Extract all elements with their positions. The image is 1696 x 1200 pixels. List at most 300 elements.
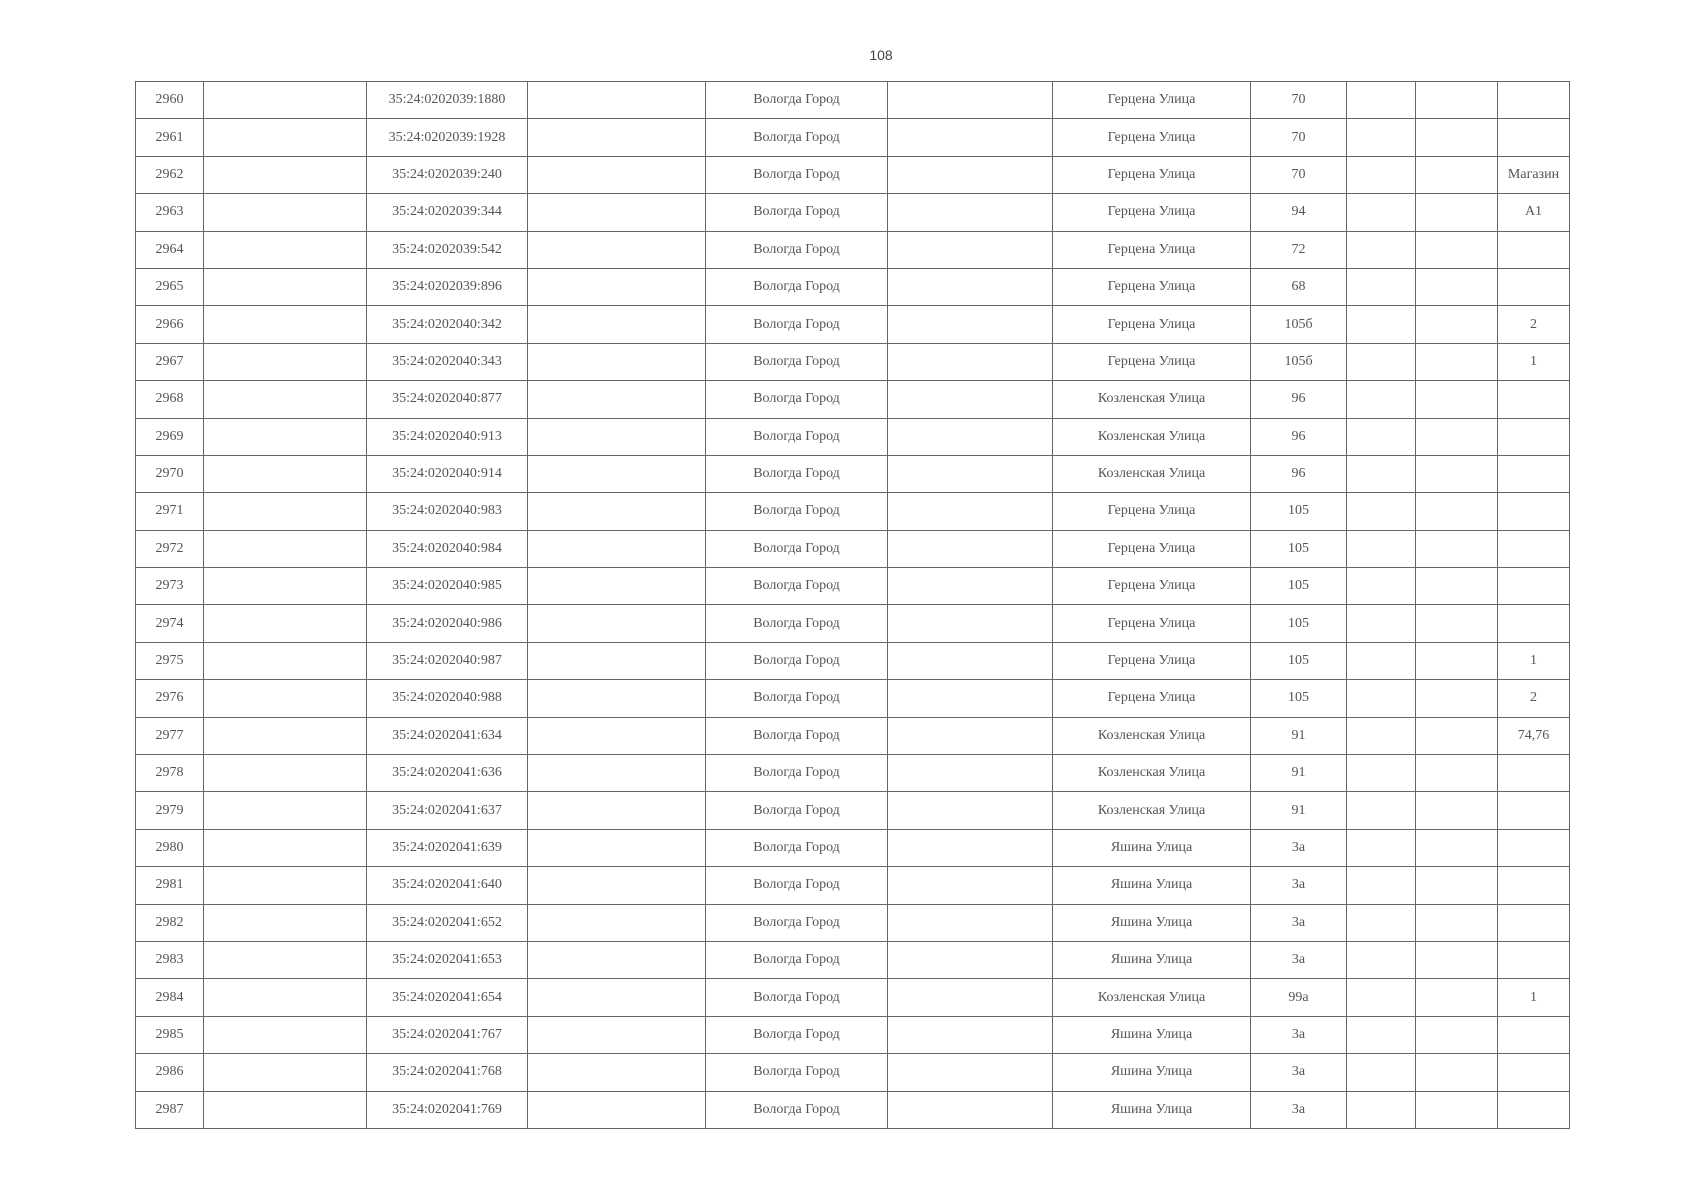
house-number-cell: 105: [1251, 493, 1347, 530]
city-cell: Вологда Город: [706, 194, 888, 231]
premises-note-cell: [1498, 1016, 1570, 1053]
table-row: [136, 979, 1570, 1016]
empty-cell: [888, 717, 1053, 754]
empty-cell: [888, 455, 1053, 492]
empty-cell: [528, 904, 706, 941]
house-number-cell: 105: [1251, 568, 1347, 605]
empty-cell: [528, 194, 706, 231]
row-number-cell: 2962: [136, 156, 204, 193]
empty-cell: [528, 306, 706, 343]
empty-cell: [204, 979, 367, 1016]
empty-cell: [888, 904, 1053, 941]
premises-note-cell: 2: [1498, 306, 1570, 343]
street-cell: Герцена Улица: [1053, 119, 1251, 156]
premises-note-cell: [1498, 568, 1570, 605]
premises-note-cell: [1498, 231, 1570, 268]
cadastral-number-cell: 35:24:0202041:634: [367, 717, 528, 754]
empty-cell: [888, 755, 1053, 792]
table-row: [136, 717, 1570, 754]
empty-cell: [1347, 755, 1416, 792]
premises-note-cell: [1498, 829, 1570, 866]
premises-note-cell: [1498, 755, 1570, 792]
row-number-cell: 2980: [136, 829, 204, 866]
empty-cell: [1347, 119, 1416, 156]
empty-cell: [1347, 455, 1416, 492]
street-cell: Козленская Улица: [1053, 755, 1251, 792]
empty-cell: [528, 268, 706, 305]
table-row: [136, 306, 1570, 343]
empty-cell: [1416, 680, 1498, 717]
empty-cell: [888, 381, 1053, 418]
table-row: [136, 381, 1570, 418]
empty-cell: [528, 1016, 706, 1053]
row-number-cell: 2966: [136, 306, 204, 343]
city-cell: Вологда Город: [706, 642, 888, 679]
empty-cell: [1347, 717, 1416, 754]
empty-cell: [528, 418, 706, 455]
street-cell: Герцена Улица: [1053, 268, 1251, 305]
page-number: 108: [869, 47, 893, 63]
street-cell: Герцена Улица: [1053, 530, 1251, 567]
cadastral-number-cell: 35:24:0202039:1928: [367, 119, 528, 156]
empty-cell: [1416, 755, 1498, 792]
premises-note-cell: 74,76: [1498, 717, 1570, 754]
city-cell: Вологда Город: [706, 381, 888, 418]
empty-cell: [1347, 268, 1416, 305]
cadastral-number-cell: 35:24:0202041:652: [367, 904, 528, 941]
city-cell: Вологда Город: [706, 530, 888, 567]
empty-cell: [888, 829, 1053, 866]
cadastral-number-cell: 35:24:0202041:654: [367, 979, 528, 1016]
empty-cell: [1347, 568, 1416, 605]
city-cell: Вологда Город: [706, 1016, 888, 1053]
empty-cell: [528, 82, 706, 119]
row-number-cell: 2965: [136, 268, 204, 305]
empty-cell: [888, 1054, 1053, 1091]
house-number-cell: 3а: [1251, 1054, 1347, 1091]
cadastral-number-cell: 35:24:0202039:344: [367, 194, 528, 231]
house-number-cell: 91: [1251, 792, 1347, 829]
empty-cell: [528, 493, 706, 530]
row-number-cell: 2971: [136, 493, 204, 530]
city-cell: Вологда Город: [706, 156, 888, 193]
premises-note-cell: [1498, 530, 1570, 567]
house-number-cell: 105б: [1251, 343, 1347, 380]
empty-cell: [888, 792, 1053, 829]
street-cell: Яшина Улица: [1053, 904, 1251, 941]
empty-cell: [1416, 1054, 1498, 1091]
empty-cell: [1416, 119, 1498, 156]
empty-cell: [888, 231, 1053, 268]
house-number-cell: 68: [1251, 268, 1347, 305]
row-number-cell: 2977: [136, 717, 204, 754]
empty-cell: [204, 642, 367, 679]
empty-cell: [888, 156, 1053, 193]
cadastral-number-cell: 35:24:0202040:988: [367, 680, 528, 717]
empty-cell: [1416, 530, 1498, 567]
empty-cell: [204, 493, 367, 530]
empty-cell: [528, 605, 706, 642]
house-number-cell: 105: [1251, 642, 1347, 679]
cadastral-number-cell: 35:24:0202039:1880: [367, 82, 528, 119]
cadastral-number-cell: 35:24:0202040:985: [367, 568, 528, 605]
cadastral-number-cell: 35:24:0202039:240: [367, 156, 528, 193]
house-number-cell: 91: [1251, 717, 1347, 754]
empty-cell: [528, 381, 706, 418]
cadastral-number-cell: 35:24:0202040:343: [367, 343, 528, 380]
registry-table-body: [136, 82, 1570, 1129]
empty-cell: [1416, 1091, 1498, 1128]
city-cell: Вологда Город: [706, 1091, 888, 1128]
premises-note-cell: [1498, 381, 1570, 418]
empty-cell: [1416, 867, 1498, 904]
house-number-cell: 105: [1251, 680, 1347, 717]
empty-cell: [888, 343, 1053, 380]
table-row: [136, 82, 1570, 119]
empty-cell: [528, 1091, 706, 1128]
empty-cell: [204, 792, 367, 829]
premises-note-cell: 2: [1498, 680, 1570, 717]
premises-note-cell: [1498, 455, 1570, 492]
empty-cell: [204, 867, 367, 904]
empty-cell: [888, 568, 1053, 605]
city-cell: Вологда Город: [706, 493, 888, 530]
house-number-cell: 96: [1251, 455, 1347, 492]
empty-cell: [528, 680, 706, 717]
table-row: [136, 941, 1570, 978]
empty-cell: [1416, 792, 1498, 829]
city-cell: Вологда Город: [706, 306, 888, 343]
street-cell: Герцена Улица: [1053, 194, 1251, 231]
row-number-cell: 2982: [136, 904, 204, 941]
empty-cell: [888, 941, 1053, 978]
row-number-cell: 2983: [136, 941, 204, 978]
premises-note-cell: [1498, 605, 1570, 642]
empty-cell: [204, 156, 367, 193]
city-cell: Вологда Город: [706, 979, 888, 1016]
empty-cell: [528, 530, 706, 567]
city-cell: Вологда Город: [706, 231, 888, 268]
empty-cell: [1416, 455, 1498, 492]
house-number-cell: 3а: [1251, 867, 1347, 904]
house-number-cell: 3а: [1251, 829, 1347, 866]
table-row: [136, 829, 1570, 866]
empty-cell: [204, 418, 367, 455]
empty-cell: [204, 755, 367, 792]
cadastral-number-cell: 35:24:0202040:987: [367, 642, 528, 679]
city-cell: Вологда Город: [706, 829, 888, 866]
cadastral-number-cell: 35:24:0202040:983: [367, 493, 528, 530]
cadastral-number-cell: 35:24:0202040:913: [367, 418, 528, 455]
city-cell: Вологда Город: [706, 941, 888, 978]
empty-cell: [528, 1054, 706, 1091]
empty-cell: [528, 642, 706, 679]
empty-cell: [528, 829, 706, 866]
street-cell: Герцена Улица: [1053, 343, 1251, 380]
empty-cell: [528, 343, 706, 380]
cadastral-number-cell: 35:24:0202041:636: [367, 755, 528, 792]
cadastral-number-cell: 35:24:0202041:653: [367, 941, 528, 978]
street-cell: Яшина Улица: [1053, 867, 1251, 904]
empty-cell: [1347, 941, 1416, 978]
house-number-cell: 70: [1251, 156, 1347, 193]
house-number-cell: 3а: [1251, 1016, 1347, 1053]
empty-cell: [204, 568, 367, 605]
cadastral-number-cell: 35:24:0202040:877: [367, 381, 528, 418]
empty-cell: [204, 381, 367, 418]
empty-cell: [888, 82, 1053, 119]
empty-cell: [1347, 867, 1416, 904]
cadastral-number-cell: 35:24:0202040:984: [367, 530, 528, 567]
cadastral-number-cell: 35:24:0202041:640: [367, 867, 528, 904]
empty-cell: [528, 979, 706, 1016]
empty-cell: [204, 605, 367, 642]
premises-note-cell: Магазин: [1498, 156, 1570, 193]
empty-cell: [888, 867, 1053, 904]
street-cell: Яшина Улица: [1053, 941, 1251, 978]
house-number-cell: 96: [1251, 418, 1347, 455]
empty-cell: [1347, 979, 1416, 1016]
empty-cell: [1347, 642, 1416, 679]
empty-cell: [204, 941, 367, 978]
empty-cell: [1416, 979, 1498, 1016]
premises-note-cell: [1498, 418, 1570, 455]
premises-note-cell: [1498, 941, 1570, 978]
empty-cell: [1416, 904, 1498, 941]
empty-cell: [1416, 642, 1498, 679]
city-cell: Вологда Город: [706, 1054, 888, 1091]
empty-cell: [1347, 1016, 1416, 1053]
row-number-cell: 2973: [136, 568, 204, 605]
empty-cell: [204, 455, 367, 492]
street-cell: Герцена Улица: [1053, 306, 1251, 343]
empty-cell: [204, 680, 367, 717]
empty-cell: [888, 530, 1053, 567]
empty-cell: [204, 194, 367, 231]
city-cell: Вологда Город: [706, 268, 888, 305]
row-number-cell: 2972: [136, 530, 204, 567]
table-row: [136, 530, 1570, 567]
cadastral-number-cell: 35:24:0202039:542: [367, 231, 528, 268]
empty-cell: [204, 904, 367, 941]
city-cell: Вологда Город: [706, 755, 888, 792]
empty-cell: [1347, 530, 1416, 567]
empty-cell: [1416, 343, 1498, 380]
empty-cell: [1416, 156, 1498, 193]
table-row: [136, 792, 1570, 829]
street-cell: Яшина Улица: [1053, 1054, 1251, 1091]
table-row: [136, 231, 1570, 268]
empty-cell: [204, 119, 367, 156]
premises-note-cell: [1498, 1054, 1570, 1091]
city-cell: Вологда Город: [706, 418, 888, 455]
empty-cell: [528, 755, 706, 792]
empty-cell: [204, 1054, 367, 1091]
street-cell: Герцена Улица: [1053, 156, 1251, 193]
empty-cell: [1347, 792, 1416, 829]
table-row: [136, 343, 1570, 380]
table-row: [136, 455, 1570, 492]
table-row: [136, 418, 1570, 455]
premises-note-cell: 1: [1498, 343, 1570, 380]
table-row: [136, 268, 1570, 305]
city-cell: Вологда Город: [706, 343, 888, 380]
empty-cell: [204, 82, 367, 119]
row-number-cell: 2970: [136, 455, 204, 492]
empty-cell: [204, 717, 367, 754]
empty-cell: [888, 194, 1053, 231]
empty-cell: [1347, 1054, 1416, 1091]
cadastral-number-cell: 35:24:0202041:769: [367, 1091, 528, 1128]
empty-cell: [888, 268, 1053, 305]
cadastral-number-cell: 35:24:0202039:896: [367, 268, 528, 305]
street-cell: Козленская Улица: [1053, 792, 1251, 829]
cadastral-number-cell: 35:24:0202040:342: [367, 306, 528, 343]
table-row: [136, 904, 1570, 941]
empty-cell: [528, 231, 706, 268]
empty-cell: [888, 979, 1053, 1016]
table-row: [136, 1016, 1570, 1053]
premises-note-cell: [1498, 119, 1570, 156]
empty-cell: [888, 1091, 1053, 1128]
empty-cell: [204, 231, 367, 268]
empty-cell: [888, 493, 1053, 530]
house-number-cell: 105б: [1251, 306, 1347, 343]
house-number-cell: 96: [1251, 381, 1347, 418]
empty-cell: [204, 343, 367, 380]
empty-cell: [1416, 1016, 1498, 1053]
empty-cell: [528, 568, 706, 605]
street-cell: Козленская Улица: [1053, 717, 1251, 754]
cadastral-number-cell: 35:24:0202040:914: [367, 455, 528, 492]
empty-cell: [204, 306, 367, 343]
empty-cell: [528, 717, 706, 754]
row-number-cell: 2978: [136, 755, 204, 792]
empty-cell: [528, 455, 706, 492]
empty-cell: [1347, 231, 1416, 268]
table-row: [136, 156, 1570, 193]
street-cell: Герцена Улица: [1053, 605, 1251, 642]
empty-cell: [1347, 194, 1416, 231]
house-number-cell: 94: [1251, 194, 1347, 231]
city-cell: Вологда Город: [706, 792, 888, 829]
empty-cell: [1416, 493, 1498, 530]
table-row: [136, 1091, 1570, 1128]
empty-cell: [1416, 381, 1498, 418]
table-row: [136, 755, 1570, 792]
house-number-cell: 99а: [1251, 979, 1347, 1016]
premises-note-cell: [1498, 493, 1570, 530]
empty-cell: [204, 829, 367, 866]
empty-cell: [1416, 231, 1498, 268]
row-number-cell: 2975: [136, 642, 204, 679]
street-cell: Герцена Улица: [1053, 568, 1251, 605]
empty-cell: [1347, 82, 1416, 119]
row-number-cell: 2976: [136, 680, 204, 717]
empty-cell: [1416, 306, 1498, 343]
city-cell: Вологда Город: [706, 82, 888, 119]
empty-cell: [204, 268, 367, 305]
premises-note-cell: А1: [1498, 194, 1570, 231]
city-cell: Вологда Город: [706, 568, 888, 605]
cadastral-number-cell: 35:24:0202041:637: [367, 792, 528, 829]
city-cell: Вологда Город: [706, 605, 888, 642]
row-number-cell: 2981: [136, 867, 204, 904]
street-cell: Герцена Улица: [1053, 231, 1251, 268]
cadastral-number-cell: 35:24:0202041:767: [367, 1016, 528, 1053]
row-number-cell: 2968: [136, 381, 204, 418]
empty-cell: [1416, 418, 1498, 455]
city-cell: Вологда Город: [706, 904, 888, 941]
table-row: [136, 194, 1570, 231]
premises-note-cell: [1498, 792, 1570, 829]
row-number-cell: 2985: [136, 1016, 204, 1053]
street-cell: Яшина Улица: [1053, 1091, 1251, 1128]
empty-cell: [528, 792, 706, 829]
house-number-cell: 3а: [1251, 941, 1347, 978]
row-number-cell: 2967: [136, 343, 204, 380]
empty-cell: [1347, 904, 1416, 941]
row-number-cell: 2969: [136, 418, 204, 455]
street-cell: Козленская Улица: [1053, 979, 1251, 1016]
table-row: [136, 1054, 1570, 1091]
row-number-cell: 2974: [136, 605, 204, 642]
house-number-cell: 3а: [1251, 904, 1347, 941]
house-number-cell: 70: [1251, 119, 1347, 156]
empty-cell: [1347, 418, 1416, 455]
house-number-cell: 3а: [1251, 1091, 1347, 1128]
city-cell: Вологда Город: [706, 455, 888, 492]
empty-cell: [888, 418, 1053, 455]
empty-cell: [888, 306, 1053, 343]
premises-note-cell: 1: [1498, 979, 1570, 1016]
row-number-cell: 2979: [136, 792, 204, 829]
street-cell: Козленская Улица: [1053, 455, 1251, 492]
table-row: [136, 119, 1570, 156]
empty-cell: [888, 605, 1053, 642]
empty-cell: [528, 119, 706, 156]
premises-note-cell: [1498, 1091, 1570, 1128]
empty-cell: [528, 156, 706, 193]
empty-cell: [1347, 829, 1416, 866]
empty-cell: [1347, 1091, 1416, 1128]
empty-cell: [1347, 381, 1416, 418]
premises-note-cell: [1498, 904, 1570, 941]
house-number-cell: 70: [1251, 82, 1347, 119]
empty-cell: [1347, 306, 1416, 343]
row-number-cell: 2987: [136, 1091, 204, 1128]
city-cell: Вологда Город: [706, 717, 888, 754]
premises-note-cell: 1: [1498, 642, 1570, 679]
property-registry-table: [135, 81, 1570, 1129]
table-row: [136, 680, 1570, 717]
empty-cell: [1416, 829, 1498, 866]
street-cell: Козленская Улица: [1053, 418, 1251, 455]
table-row: [136, 568, 1570, 605]
empty-cell: [1416, 82, 1498, 119]
empty-cell: [1416, 941, 1498, 978]
house-number-cell: 105: [1251, 530, 1347, 567]
cadastral-number-cell: 35:24:0202040:986: [367, 605, 528, 642]
empty-cell: [1347, 343, 1416, 380]
city-cell: Вологда Город: [706, 680, 888, 717]
cadastral-number-cell: 35:24:0202041:768: [367, 1054, 528, 1091]
empty-cell: [888, 642, 1053, 679]
row-number-cell: 2960: [136, 82, 204, 119]
empty-cell: [528, 867, 706, 904]
table-row: [136, 867, 1570, 904]
empty-cell: [1347, 493, 1416, 530]
